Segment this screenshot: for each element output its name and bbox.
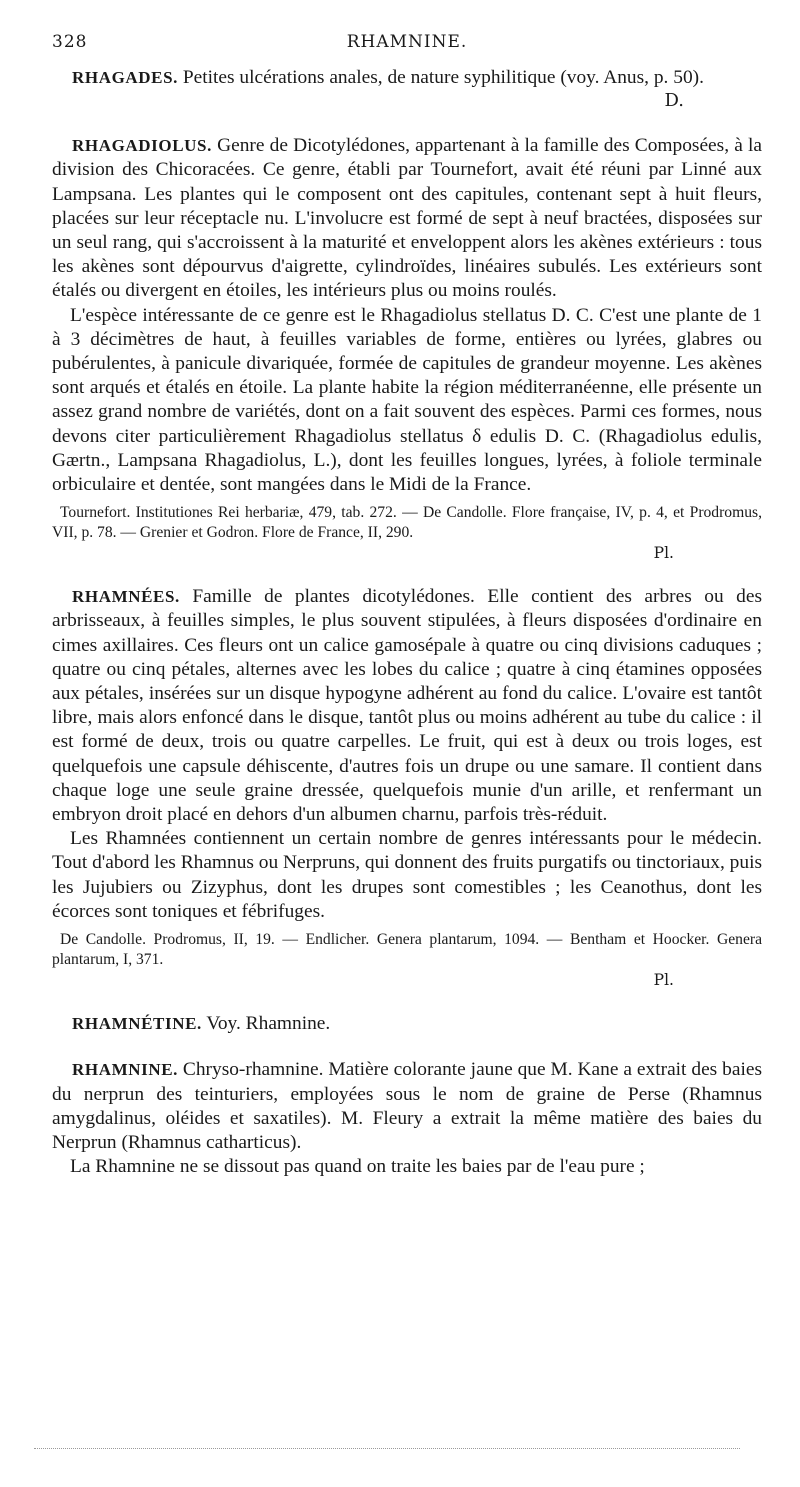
entry-text: Petites ulcérations anales, de nature syphilitique (voy. Anus, p. 50). — [178, 67, 704, 88]
page-number: 328 — [52, 32, 88, 52]
entry-paragraph — [52, 66, 762, 90]
entry-rhamnees — [52, 585, 762, 990]
entry-references: Tournefort. Institutiones Rei herbariæ, 479, tab. 272. — De Candolle. Flore française, IV, p. 4, et Prodromus, VII, p. 78. — Grenier et Godron. Flore de France, II, 290. — [52, 504, 762, 542]
entry-headword: RHAMNINE. — [72, 1060, 178, 1080]
footer-rule — [34, 1448, 740, 1449]
entry-headword: RHAMNÉES. — [72, 587, 180, 607]
entry-paragraph: La Rhamnine ne se dissout pas quand on traite les baies par de l'eau pure ; — [70, 1156, 645, 1178]
entry-paragraph — [52, 134, 762, 303]
entry-headword: RHAGADES. — [72, 68, 178, 87]
entry-paragraph: Les Rhamnées contiennent un certain nombre de genres intéressants pour le médecin. Tout d'abord les Rhamnus ou Nerpruns, qui donnent des fruits purgatifs ou tinctoriaux, puis les Jujubiers ou Zizyphus, dont les drupes sont comestibles ; les Ceanothus, dont les écorces sont toniques et fébrifuges. — [52, 828, 762, 922]
entry-rhamnine — [52, 1058, 762, 1179]
entry-references: De Candolle. Prodromus, II, 19. — Endlicher. Genera plantarum, 1094. — Bentham et Hoocker. Genera plantarum, I, 371. — [52, 931, 762, 969]
entry-text: Famille de plantes dicotylédones. Elle contient des arbres ou des arbrisseaux, à feuilles simples, le plus souvent stipulées, à fleurs disposées d'ordinaire en cimes axillaires. Ces fleurs ont un calice gamosépale à quatre ou cinq divisions caduques ; quatre ou cinq pétales, alternes avec les lobes du calice ; quatre à cinq étamines opposées aux pétales, insérées sur un disque hypogyne adhérent au fond du calice. L'ovaire est tantôt libre, mais alors enfoncé dans le disque, tantôt plus ou moins adhérent au tube du calice : il est formé de deux, trois ou quatre carpelles. Le fruit, qui est à deux ou trois loges, est quelquefois une capsule déhiscente, d'autres fois un drupe ou une samare. Il contient dans chaque loge une seule graine dressée, quelquefois munie d'un arille, et renfermant un embryon droit placé en dehors d'un albumen charnu, parfois très-réduit. — [52, 586, 762, 826]
running-head — [52, 26, 762, 56]
entry-author: Pl. — [653, 971, 674, 990]
entry-text: Chryso-rhamnine. Matière colorante jaune que M. Kane a extrait des baies du nerprun des teinturiers, employées sous le nom de graine de Perse (Rhamnus amygdalinus, oléides et saxatiles). M. Fleury a extrait la même matière des baies du Nerprun (Rhamnus catharticus). — [52, 1059, 762, 1153]
entry-headword: RHAMNÉTINE. — [72, 1014, 202, 1034]
entry-author: D. — [664, 90, 684, 112]
entry-text: Genre de Dicotylédones, appartenant à la famille des Composées, à la division des Chicoracées. Ce genre, établi par Tournefort, avait été réuni par Linné aux Lampsana. Les plantes qui le composent ont des capitules, contenant sept à huit fleurs, placées sur leur réceptacle nu. L'involucre est formé de sept à neuf bractées, disposées sur un seul rang, qui s'accroissent à la maturité et enveloppent alors les akènes extérieurs : tous les akènes sont dépourvus d'aigrette, cylindroïdes, linéaires subulés. Les extérieurs sont étalés ou divergent en étoiles, les intérieurs plus ou moins roulés. — [52, 135, 762, 302]
entry-paragraph — [52, 1012, 762, 1036]
entry-rhamnetine — [52, 1012, 762, 1036]
entry-headword: RHAGADIOLUS. — [72, 136, 212, 156]
entry-rhagades — [52, 66, 762, 112]
entry-paragraph: L'espèce intéressante de ce genre est le Rhagadiolus stellatus D. C. C'est une plante de 1 à 3 décimètres de haut, à feuilles variables de forme, entières ou lyrées, glabres ou pubérulentes, à panicule divariquée, formée de capitules de grandeur moyenne. Les akènes sont arqués et étalés en étoile. La plante habite la région méditerranéenne, elle présente un assez grand nombre de variétés, dont on a fait souvent des espèces. Parmi ces formes, nous devons citer particulièrement Rhagadiolus stellatus δ edulis D. C. (Rhagadiolus edulis, Gærtn., Lampsana Rhagadiolus, L.), dont les feuilles longues, lyrées, à foliole terminale orbiculaire et dentée, sont mangées dans le Midi de la France. — [52, 304, 762, 496]
entry-paragraph — [52, 1058, 762, 1155]
entry-rhagadiolus — [52, 134, 762, 563]
entry-author: Pl. — [653, 544, 674, 563]
running-title: RHAMNINE. — [346, 32, 468, 52]
entry-text: Voy. Rhamnine. — [201, 1013, 331, 1035]
entry-paragraph — [52, 585, 762, 827]
